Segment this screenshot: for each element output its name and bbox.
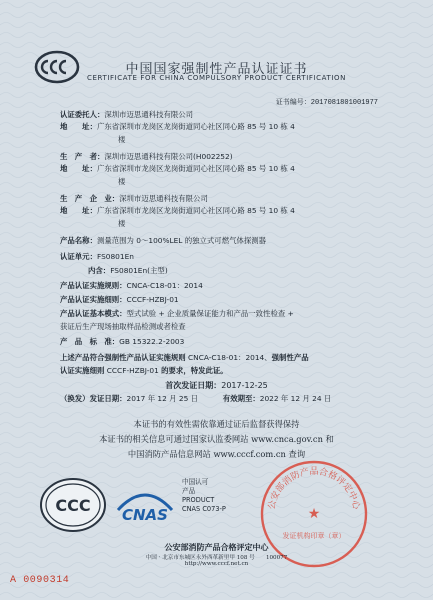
- field-applicant-address: [60, 122, 295, 132]
- cnas-line: CNAS C073-P: [182, 505, 226, 513]
- declaration-text: 上述产品符合强制性产品认证实施规则: [60, 353, 186, 362]
- field-value: 深圳市迈思通科技有限公司(H002252): [104, 152, 233, 161]
- field-product-name: [60, 236, 266, 246]
- cnas-accreditation-text: [182, 478, 226, 514]
- field-label: 生 产 者：: [60, 152, 105, 161]
- certificate-number-label: 证书编号：: [275, 98, 311, 106]
- field-label: 地 址：: [60, 122, 97, 131]
- field-label: 产品认证基本模式：: [60, 309, 127, 318]
- field-basic-mode: [60, 309, 294, 319]
- field-continuation: [118, 219, 125, 229]
- field-value: 获证后生产现场抽取样品检测或者检查: [60, 322, 186, 331]
- seal-inner-text: 发证机构印章（章）: [282, 532, 346, 540]
- seal-ring-text: 公安部消防产品合格评定中心: [267, 467, 361, 511]
- field-value: 深圳市迈思通科技有限公司: [119, 194, 208, 203]
- svg-text:公安部消防产品合格评定中心: [266, 465, 363, 511]
- field-product-standard: [60, 337, 184, 347]
- certificate-title-english: CERTIFICATE FOR CHINA COMPULSORY PRODUCT CERTIFICATION: [86, 74, 346, 82]
- field-label: 内含：: [88, 266, 111, 275]
- field-manufacturer-address: [60, 164, 295, 174]
- issue-expiry-line: [60, 394, 331, 404]
- field-continuation: [118, 135, 125, 145]
- field-label: 产 品 标 准：: [60, 337, 120, 346]
- field-factory-address: [60, 206, 295, 216]
- field-value: 楼: [118, 135, 126, 144]
- field-label: 产品认证实施细则：: [60, 295, 127, 304]
- field-label: 生 产 企 业：: [60, 194, 120, 203]
- organization-address: 中国 · 北京市东城区永外西革新里甲 108 号 100077: [145, 555, 288, 561]
- certificate-title: 中国国家强制性产品认证证书: [125, 62, 308, 77]
- declaration-line-2: [60, 365, 228, 376]
- field-value: FS0801En: [96, 252, 134, 261]
- field-value: GB 15322.2-2003: [119, 337, 185, 346]
- declaration-text: 认证实施细则: [60, 366, 105, 375]
- declaration-text: 的要求，特发此证。: [161, 366, 228, 375]
- field-value: 楼: [118, 177, 126, 186]
- cnas-line: 中国认可: [182, 478, 209, 486]
- issue-date-value: 2017 年 12 月 25 日: [126, 394, 199, 403]
- svg-text:★: ★: [307, 506, 321, 522]
- ccc-logo-text: CCC: [55, 496, 91, 515]
- issuing-organization: 公安部消防产品合格评定中心: [164, 542, 269, 552]
- declaration-rule: CNCA-C18-01：2014、: [185, 353, 272, 362]
- cnas-logo-text: CNAS: [122, 506, 168, 524]
- field-value: 广东省深圳市龙岗区龙岗街道同心社区同心路 85 号 10 栋 4: [96, 122, 295, 131]
- field-label: 认证单元：: [60, 252, 97, 261]
- field-impl-rules: [60, 281, 203, 291]
- first-issue-value: 2017-12-25: [221, 381, 268, 390]
- field-factory: [60, 194, 208, 204]
- cnas-line: PRODUCT: [182, 496, 215, 504]
- field-applicant: [60, 110, 193, 120]
- field-impl-details: [60, 295, 179, 305]
- notice-line-3: 中国消防产品信息网站 www.cccf.com.cn 查询: [127, 449, 306, 459]
- field-value: FS0801En(主型): [110, 266, 168, 275]
- field-cert-unit: [60, 252, 134, 262]
- field-label: 产品认证实施规则：: [60, 281, 127, 290]
- ccc-logo-icon: [38, 470, 108, 540]
- notice-line-2: 本证书的相关信息可通过国家认监委网站 www.cnca.gov.cn 和: [99, 434, 334, 444]
- field-value: 楼: [118, 219, 126, 228]
- declaration-rule: CCCF-HZBJ-01: [104, 366, 162, 375]
- field-label: 地 址：: [60, 164, 97, 173]
- cnas-logo-icon: [112, 480, 178, 528]
- first-issue-label: 首次发证日期：: [165, 380, 222, 390]
- certificate-number: [276, 97, 378, 107]
- field-value: 型式试验 + 企业质量保证能力和产品一致性检查 +: [126, 309, 294, 318]
- field-includes: [88, 266, 168, 276]
- field-value: 广东省深圳市龙岗区龙岗街道同心社区同心路 85 号 10 栋 4: [96, 164, 295, 173]
- field-value: CNCA-C18-01：2014: [126, 281, 203, 290]
- notice-line-1: 本证书的有效性需依靠通过证后监督获得保持: [133, 419, 300, 429]
- declaration-text: 强制性产品: [271, 353, 309, 362]
- field-continuation: [60, 322, 186, 332]
- field-label: 地 址：: [60, 206, 97, 215]
- field-manufacturer: [60, 152, 233, 162]
- first-issue-date: [0, 380, 433, 391]
- field-value: 深圳市迈思通科技有限公司: [104, 110, 194, 119]
- expiry-date-value: 2022 年 12 月 24 日: [259, 394, 332, 403]
- cnas-line: 产品: [182, 487, 196, 495]
- field-value: 测量范围为 0～100%LEL 的独立式可燃气体探测器: [96, 236, 267, 245]
- field-label: 产品名称：: [60, 236, 97, 245]
- field-value: CCCF-HZBJ-01: [126, 295, 179, 304]
- declaration-line-1: [60, 352, 309, 363]
- certificate-number-value: 2017081801001977: [310, 99, 378, 107]
- field-value: 广东省深圳市龙岗区龙岗街道同心社区同心路 85 号 10 栋 4: [96, 206, 295, 215]
- serial-number: A 0090314: [10, 575, 70, 586]
- organization-website: http://www.cccf.net.cn: [184, 561, 249, 567]
- expiry-date-label: 有效期至：: [222, 394, 260, 403]
- field-continuation: [118, 177, 125, 187]
- issue-date-label: （换发）发证日期：: [60, 394, 127, 403]
- field-label: 认证委托人：: [60, 110, 105, 119]
